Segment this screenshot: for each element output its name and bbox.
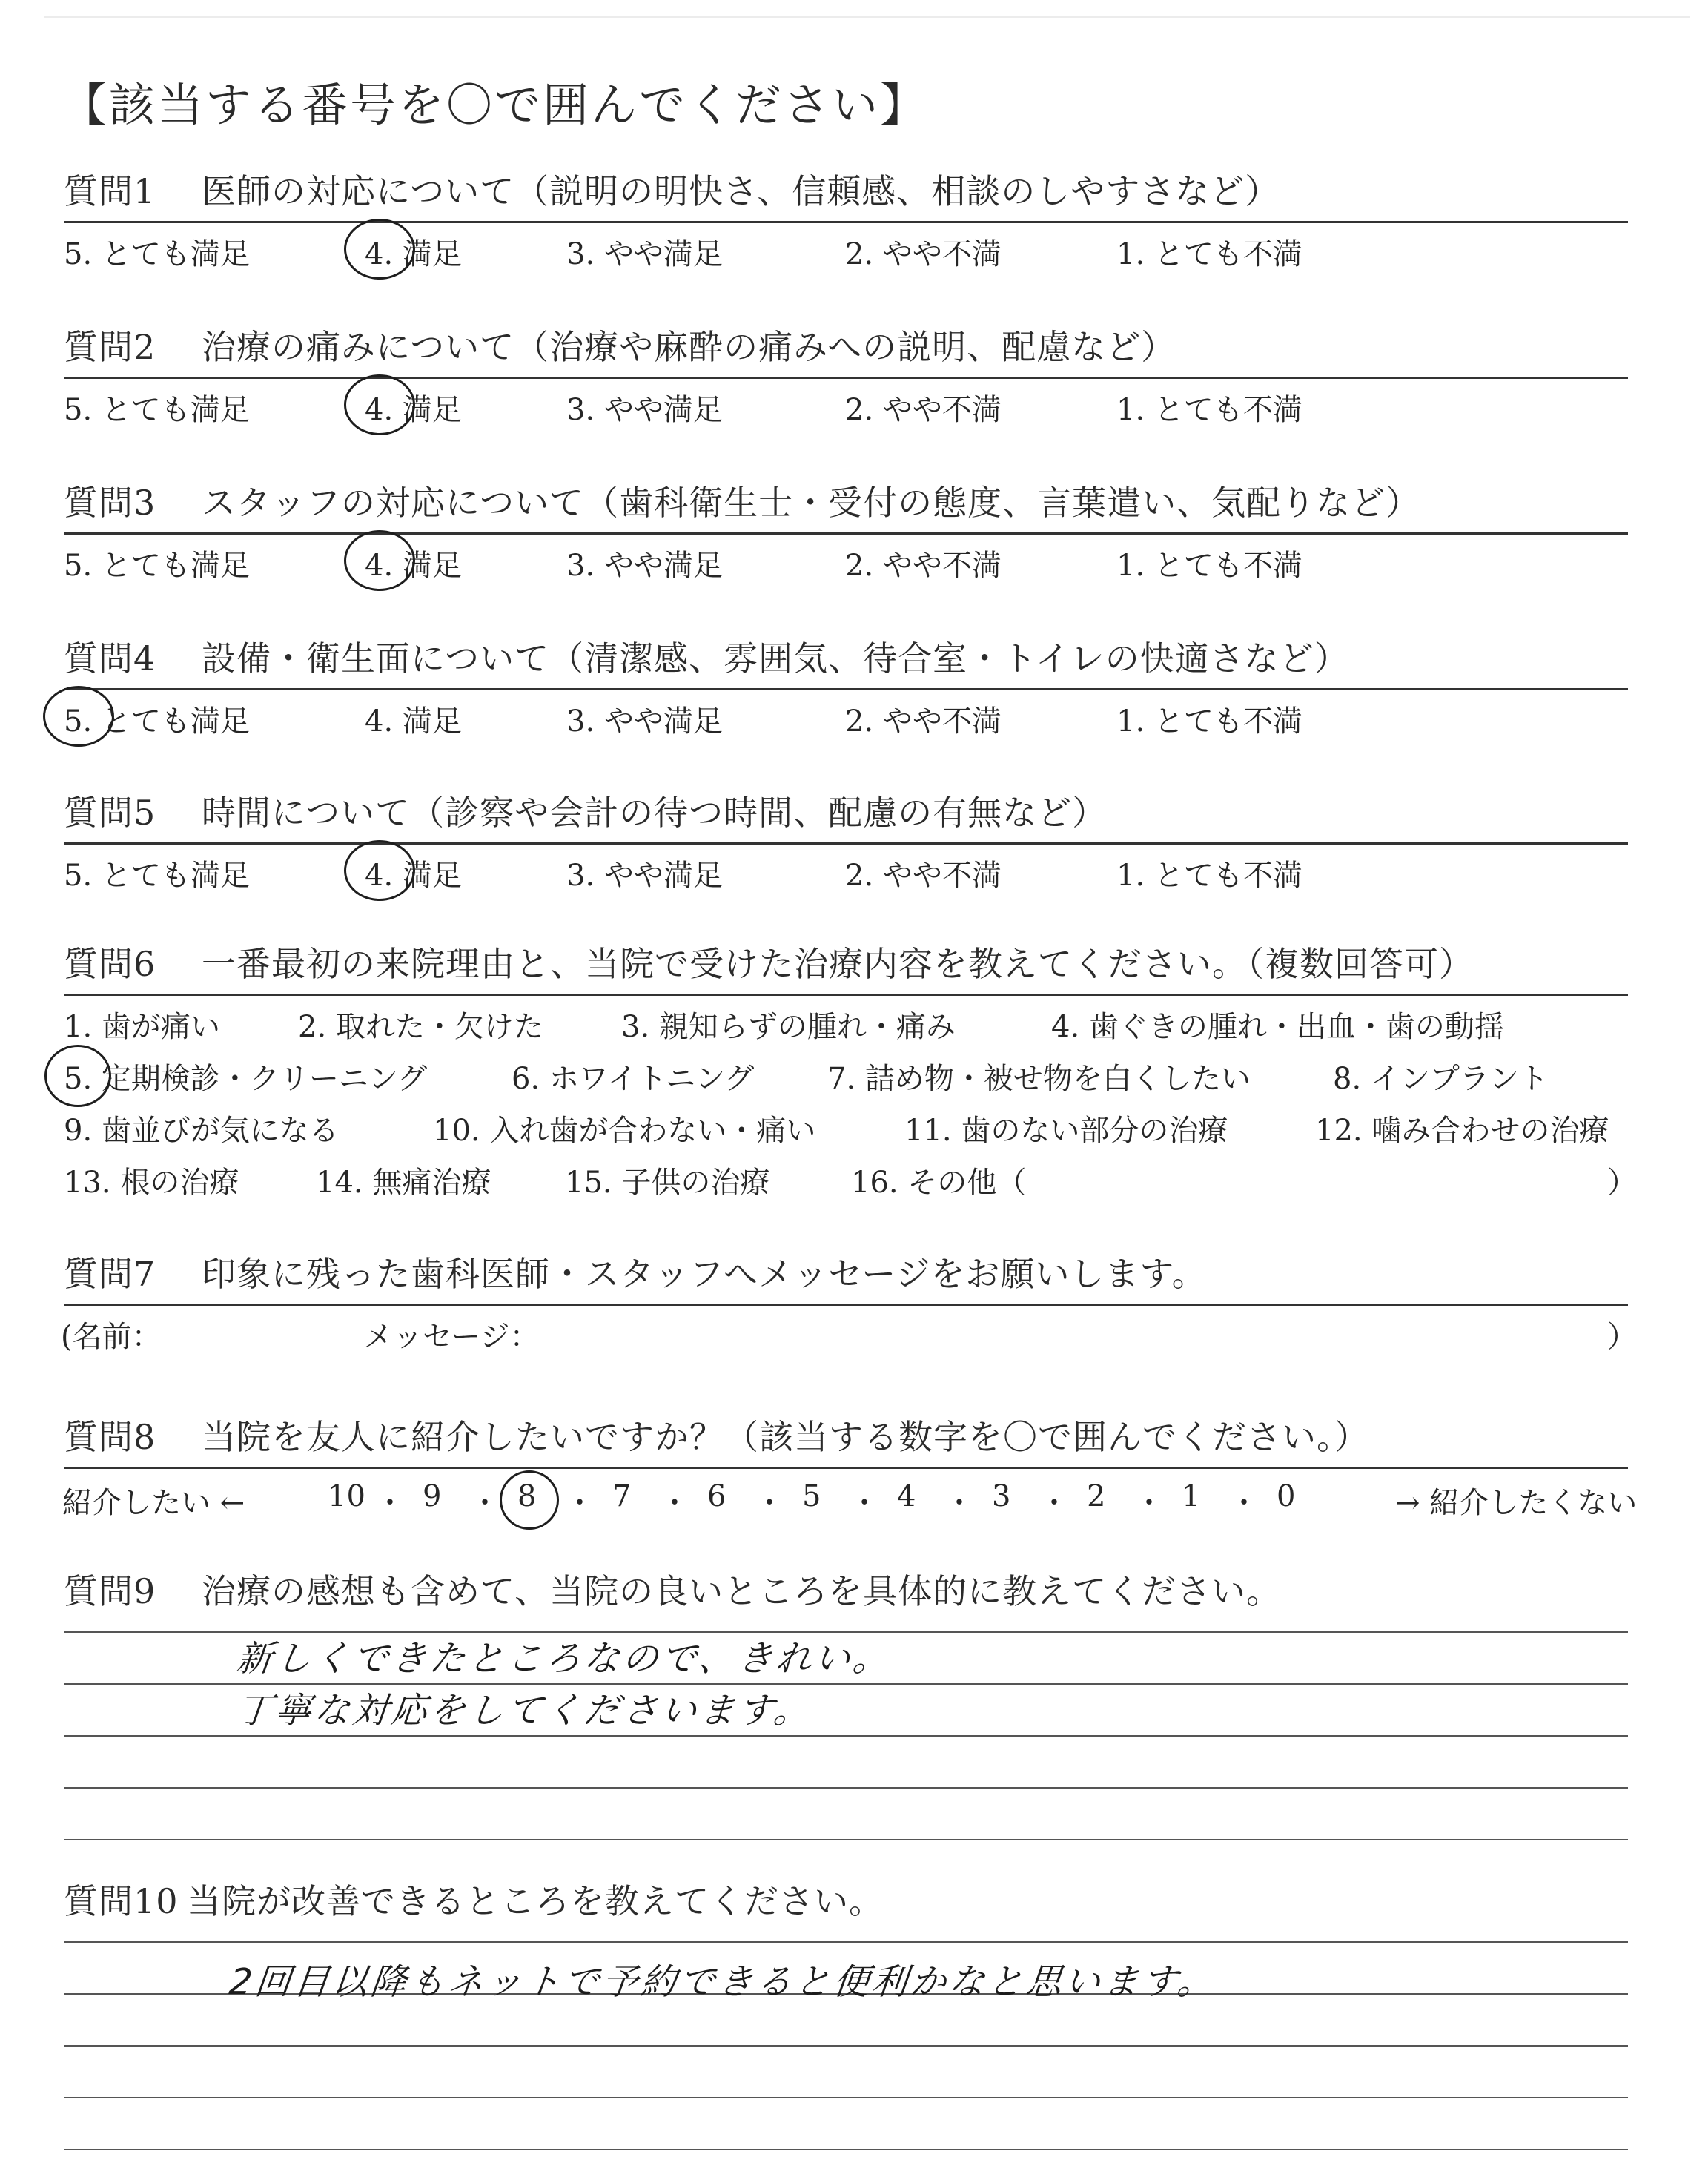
- rating-option-4[interactable]: 4. 満足: [365, 237, 462, 271]
- rating-options: [64, 223, 1628, 271]
- q6-option[interactable]: 9. 歯並びが気になる: [64, 1114, 339, 1148]
- rating-option-5[interactable]: 5. とても満足: [64, 704, 250, 739]
- rating-option-2[interactable]: 2. やや不満: [845, 393, 1002, 427]
- question-6: [64, 940, 1637, 1218]
- recommend-score-6[interactable]: 6: [707, 1479, 726, 1513]
- rating-option-3[interactable]: 3. やや満足: [566, 393, 723, 427]
- selected-circle-mark: [44, 1045, 111, 1107]
- q6-option[interactable]: 12. 噛み合わせの治療: [1315, 1114, 1609, 1148]
- q6-option[interactable]: 11. 歯のない部分の治療: [904, 1114, 1228, 1148]
- question-3: [64, 479, 1628, 583]
- q6-option[interactable]: 7. 詰め物・被せ物を白くしたい: [827, 1062, 1251, 1096]
- q6-options: [64, 996, 1637, 1218]
- selected-circle-mark: [500, 1470, 559, 1530]
- question-number: 質問6: [64, 944, 156, 984]
- message-label[interactable]: メッセージ：: [363, 1320, 540, 1354]
- scale-right-label: → 紹介したくない: [1395, 1486, 1638, 1520]
- rating-option-1[interactable]: 1. とても不満: [1116, 393, 1302, 427]
- question-title: [64, 635, 1628, 682]
- scale-separator: ・: [1229, 1486, 1259, 1520]
- question-number: 質問10: [64, 1881, 179, 1921]
- question-number: 質問2: [64, 327, 156, 367]
- close-paren: ）: [1607, 1320, 1637, 1354]
- recommend-scale: [62, 1469, 1638, 1521]
- q6-option[interactable]: 6. ホワイトニング: [512, 1062, 755, 1096]
- rating-option-4[interactable]: 4. 満足: [365, 549, 462, 583]
- question-number: 質問5: [64, 793, 156, 833]
- recommend-score-9[interactable]: 9: [423, 1479, 442, 1513]
- q7-message-row: [61, 1306, 1637, 1354]
- question-8: [62, 1413, 1638, 1521]
- rating-option-2[interactable]: 2. やや不満: [845, 237, 1002, 271]
- question-text: 当院が改善できるところを教えてください。: [187, 1881, 884, 1921]
- rating-options: [64, 690, 1628, 739]
- question-text: スタッフの対応について（歯科衛生士・受付の態度、言葉遣い、気配りなど）: [202, 483, 1421, 523]
- q9-handwritten-answer-2: 丁寧な対応をしてくださいます。: [234, 1690, 815, 1731]
- question-title: [64, 789, 1628, 836]
- recommend-score-5[interactable]: 5: [802, 1479, 821, 1513]
- top-edge-line: [44, 16, 1690, 18]
- question-7-title: [64, 1250, 1628, 1298]
- question-1: [64, 168, 1628, 271]
- question-number: 質問7: [64, 1254, 156, 1294]
- answer-line: [64, 1787, 1628, 1789]
- rating-options: [64, 845, 1628, 893]
- question-text: 印象に残った歯科医師・スタッフへメッセージをお願いします。: [202, 1254, 1207, 1294]
- rating-option-1[interactable]: 1. とても不満: [1116, 237, 1302, 271]
- question-text: 当院を友人に紹介したいですか？（該当する数字を〇で囲んでください。）: [202, 1417, 1369, 1457]
- question-7: [61, 1250, 1637, 1354]
- rating-options: [64, 535, 1628, 583]
- selected-circle-mark: [344, 374, 415, 435]
- q6-option[interactable]: 16. その他（: [851, 1166, 1027, 1200]
- q6-option[interactable]: 3. 親知らずの腫れ・痛み: [621, 1010, 956, 1044]
- rating-option-1[interactable]: 1. とても不満: [1116, 704, 1302, 739]
- question-text: 治療の痛みについて（治療や麻酔の痛みへの説明、配慮など）: [202, 327, 1176, 367]
- question-6-title: [64, 940, 1628, 988]
- question-title: [64, 168, 1628, 215]
- question-5: [64, 789, 1628, 893]
- scale-separator: ・: [1039, 1486, 1069, 1520]
- question-2: [64, 323, 1628, 427]
- rating-option-2[interactable]: 2. やや不満: [845, 859, 1002, 893]
- recommend-score-7[interactable]: 7: [612, 1479, 632, 1513]
- recommend-score-1[interactable]: 1: [1182, 1479, 1201, 1513]
- answer-line: [64, 2149, 1628, 2150]
- question-text: 治療の感想も含めて、当院の良いところを具体的に教えてください。: [202, 1571, 1282, 1611]
- q9-handwritten-answer-1: 新しくできたところなので、きれい。: [234, 1638, 894, 1680]
- q6-option[interactable]: 8. インプラント: [1333, 1062, 1549, 1096]
- rating-option-3[interactable]: 3. やや満足: [566, 704, 723, 739]
- q6-option[interactable]: 13. 根の治療: [64, 1166, 239, 1200]
- q6-option[interactable]: ）: [1607, 1166, 1637, 1200]
- question-8-title: [64, 1413, 1628, 1461]
- question-text: 設備・衛生面について（清潔感、雰囲気、待合室・トイレの快適さなど）: [202, 638, 1349, 678]
- scale-separator: ・: [660, 1486, 689, 1520]
- q6-option[interactable]: 15. 子供の治療: [565, 1166, 770, 1200]
- scale-separator: ・: [470, 1486, 500, 1520]
- rating-option-3[interactable]: 3. やや満足: [566, 237, 723, 271]
- q6-option[interactable]: 2. 取れた・欠けた: [298, 1010, 543, 1044]
- question-text: 時間について（診察や会計の待つ時間、配慮の有無など）: [202, 793, 1108, 833]
- scale-separator: ・: [944, 1486, 974, 1520]
- recommend-score-3[interactable]: 3: [992, 1479, 1011, 1513]
- scale-separator: ・: [755, 1486, 784, 1520]
- question-text: 一番最初の来院理由と、当院で受けた治療内容を教えてください。（複数回答可）: [202, 944, 1474, 984]
- q6-option[interactable]: 14. 無痛治療: [316, 1166, 491, 1200]
- q6-option[interactable]: 5. 定期検診・クリーニング: [64, 1062, 428, 1096]
- question-number: 質問8: [64, 1417, 156, 1457]
- name-label: (名前：: [61, 1320, 162, 1354]
- scale-separator: ・: [375, 1486, 405, 1520]
- q6-option[interactable]: 4. 歯ぐきの腫れ・出血・歯の動揺: [1051, 1010, 1504, 1044]
- recommend-score-8[interactable]: 8: [517, 1479, 537, 1513]
- rating-options: [64, 379, 1628, 427]
- recommend-score-10[interactable]: 10: [328, 1479, 365, 1513]
- rating-option-5[interactable]: 5. とても満足: [64, 237, 250, 271]
- selected-circle-mark: [344, 840, 415, 901]
- rating-option-2[interactable]: 2. やや不満: [845, 549, 1002, 583]
- selected-circle-mark: [43, 686, 114, 747]
- question-text: 医師の対応について（説明の明快さ、信頼感、相談のしやすさなど）: [202, 171, 1280, 211]
- rating-option-4[interactable]: 4. 満足: [365, 859, 462, 893]
- answer-line: [64, 1839, 1628, 1840]
- instruction-header: 【該当する番号を〇で囲んでください】: [61, 78, 929, 132]
- recommend-score-4[interactable]: 4: [897, 1479, 916, 1513]
- rating-option-4[interactable]: 4. 満足: [365, 393, 462, 427]
- question-number: 質問9: [64, 1571, 156, 1611]
- question-10-title: [64, 1877, 1628, 1925]
- question-9: [64, 1568, 1628, 1615]
- question-title: [64, 479, 1628, 526]
- question-number: 質問4: [64, 638, 156, 678]
- question-title: [64, 323, 1628, 371]
- q10-handwritten-answer: 2回目以降もネットで予約できると便利かなと思います。: [227, 1961, 1219, 2003]
- selected-circle-mark: [344, 219, 415, 280]
- rating-option-3[interactable]: 3. やや満足: [566, 549, 723, 583]
- rating-option-5[interactable]: 5. とても満足: [64, 393, 250, 427]
- scale-separator: ・: [1134, 1486, 1164, 1520]
- selected-circle-mark: [344, 530, 415, 591]
- recommend-score-0[interactable]: 0: [1277, 1479, 1296, 1513]
- recommend-score-2[interactable]: 2: [1087, 1479, 1106, 1513]
- question-9-title: [64, 1568, 1628, 1615]
- answer-line: [64, 1941, 1628, 1943]
- rating-option-4[interactable]: 4. 満足: [365, 704, 462, 739]
- rating-option-2[interactable]: 2. やや不満: [845, 704, 1002, 739]
- rating-option-5[interactable]: 5. とても満足: [64, 549, 250, 583]
- q6-option[interactable]: 10. 入れ歯が合わない・痛い: [433, 1114, 816, 1148]
- rating-option-3[interactable]: 3. やや満足: [566, 859, 723, 893]
- scale-separator: ・: [565, 1486, 595, 1520]
- scale-left-label: 紹介したい ←: [62, 1486, 245, 1520]
- question-10: [64, 1877, 1628, 1925]
- answer-line: [64, 2045, 1628, 2047]
- question-number: 質問3: [64, 483, 156, 523]
- answer-line: [64, 2097, 1628, 2098]
- answer-line: [64, 1735, 1628, 1737]
- rating-option-5[interactable]: 5. とても満足: [64, 859, 250, 893]
- rating-option-1[interactable]: 1. とても不満: [1116, 859, 1302, 893]
- scale-separator: ・: [850, 1486, 879, 1520]
- q6-option[interactable]: 1. 歯が痛い: [64, 1010, 220, 1044]
- rating-option-1[interactable]: 1. とても不満: [1116, 549, 1302, 583]
- question-number: 質問1: [64, 171, 156, 211]
- question-4: [64, 635, 1628, 739]
